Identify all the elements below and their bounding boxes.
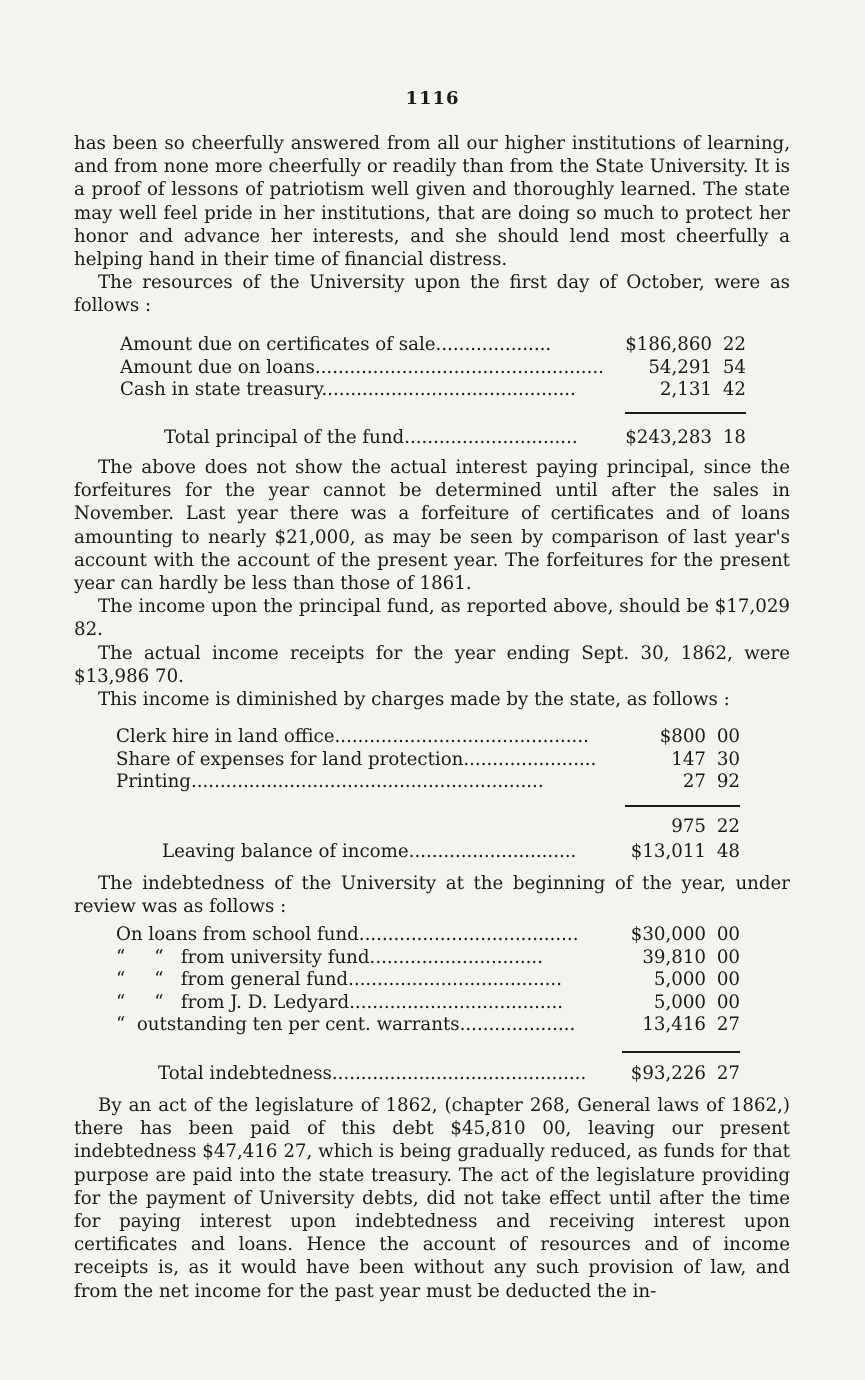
sum-rule [625,412,746,414]
page-number: 1116 [405,88,460,109]
ledger-row: Printing............................................................. 27 92 [116,771,740,793]
middle-text [74,456,790,711]
ledger-cents: 54 [722,356,746,378]
ledger-row: “ outstanding ten per cent. warrants.................... 13,416 27 [116,1014,740,1036]
resources-ledger [120,334,746,402]
resources-total: Total principal of the fund.............................. $243,283 18 [164,427,746,448]
ledger-row: On loans from school fund...................................... $30,000 00 [116,924,740,945]
ledger-cents: 22 [722,334,746,355]
intro-text [74,132,790,318]
paragraph-continuation: has been so cheerfully answered from all our higher institutions of learning, and from none more cheerfully or readily than from the State University. It is a proof of lessons of patriotism well given and thoroughly learned. The state may well feel pride in her institutions, that are doing so much to protect her honor and advance her interests, and she should lend most cheerfully a helping hand in their time of financial distress. [74,133,790,271]
ledger-dollars: 2,131 [659,379,712,401]
charges-balance: Leaving balance of income............................. $13,011 48 [162,841,740,862]
sum-rule [625,805,740,807]
ledger-row: Share of expenses for land protection....................... 147 30 [116,748,740,770]
paragraph-receipts: The actual income receipts for the year ending Sept. 30, 1862, were $13,986 70. [74,642,790,687]
paragraph-charges-intro: This income is diminished by charges made by the state, as follows : [98,689,730,711]
closing-text [74,1094,790,1303]
sum-rule [622,1051,740,1053]
ledger-dollars: 54,291 [648,356,712,378]
paragraph-indebtedness-intro: The indebtedness of the University at the beginning of the year, under review was as follows : [74,873,790,918]
paragraph-income: The income upon the principal fund, as reported above, should be $17,029 82. [74,596,790,641]
ledger-row: “ “ from university fund.............................. 39,810 00 [116,946,740,968]
ledger-row: Clerk hire in land office............................................ $800 00 [116,726,740,747]
ledger-dollars: $186,860 [625,334,712,355]
ledger-cents: 42 [722,379,746,401]
indebtedness-intro [74,872,790,918]
indebtedness-total: Total indebtedness............................................ $93,226 27 [158,1063,740,1084]
ledger-row: Amount due on certificates of sale.................... $186,860 22 [120,334,746,355]
charges-ledger [116,726,740,794]
ledger-row: “ “ from general fund..................................... 5,000 00 [116,969,740,991]
ledger-row: Amount due on loans.................................................. 54,291 54 [120,356,746,378]
ledger-row: “ “ from J. D. Ledyard..................................... 5,000 00 [116,991,740,1013]
paragraph-resources-intro: The resources of the University upon the first day of October, were as follows : [74,272,790,317]
paragraph-legislature: By an act of the legislature of 1862, (chapter 268, General laws of 1862,) there has been paid of this debt $45,810 00, leaving our present indebtedness $47,416 27, which is being gradually reduced, as funds for that purpose are paid into the state treasury. The act of the legislature providing for the payment of University debts, did not take effect until after the time for paying interest upon indebtedness and receiving interest upon certificates and loans. Hence the account of resources and of income receipts is, as it would have been without any such provision of law, and from the net income for the past year must be deducted the in- [74,1095,790,1302]
ledger-row: Cash in state treasury............................................ 2,131 42 [120,379,746,401]
charges-subtotal: 975 22 [671,816,740,837]
indebtedness-ledger [116,924,740,1037]
paragraph-forfeitures: The above does not show the actual interest paying principal, since the forfeitures for the year cannot be determined until after the sales in November. Last year there was a forfeiture of certificates and of loans amounting to nearly $21,000, as may be seen by comparison of last year's account with the account of the present year. The forfeitures for the present year can hardly be less than those of 1861. [74,457,790,595]
